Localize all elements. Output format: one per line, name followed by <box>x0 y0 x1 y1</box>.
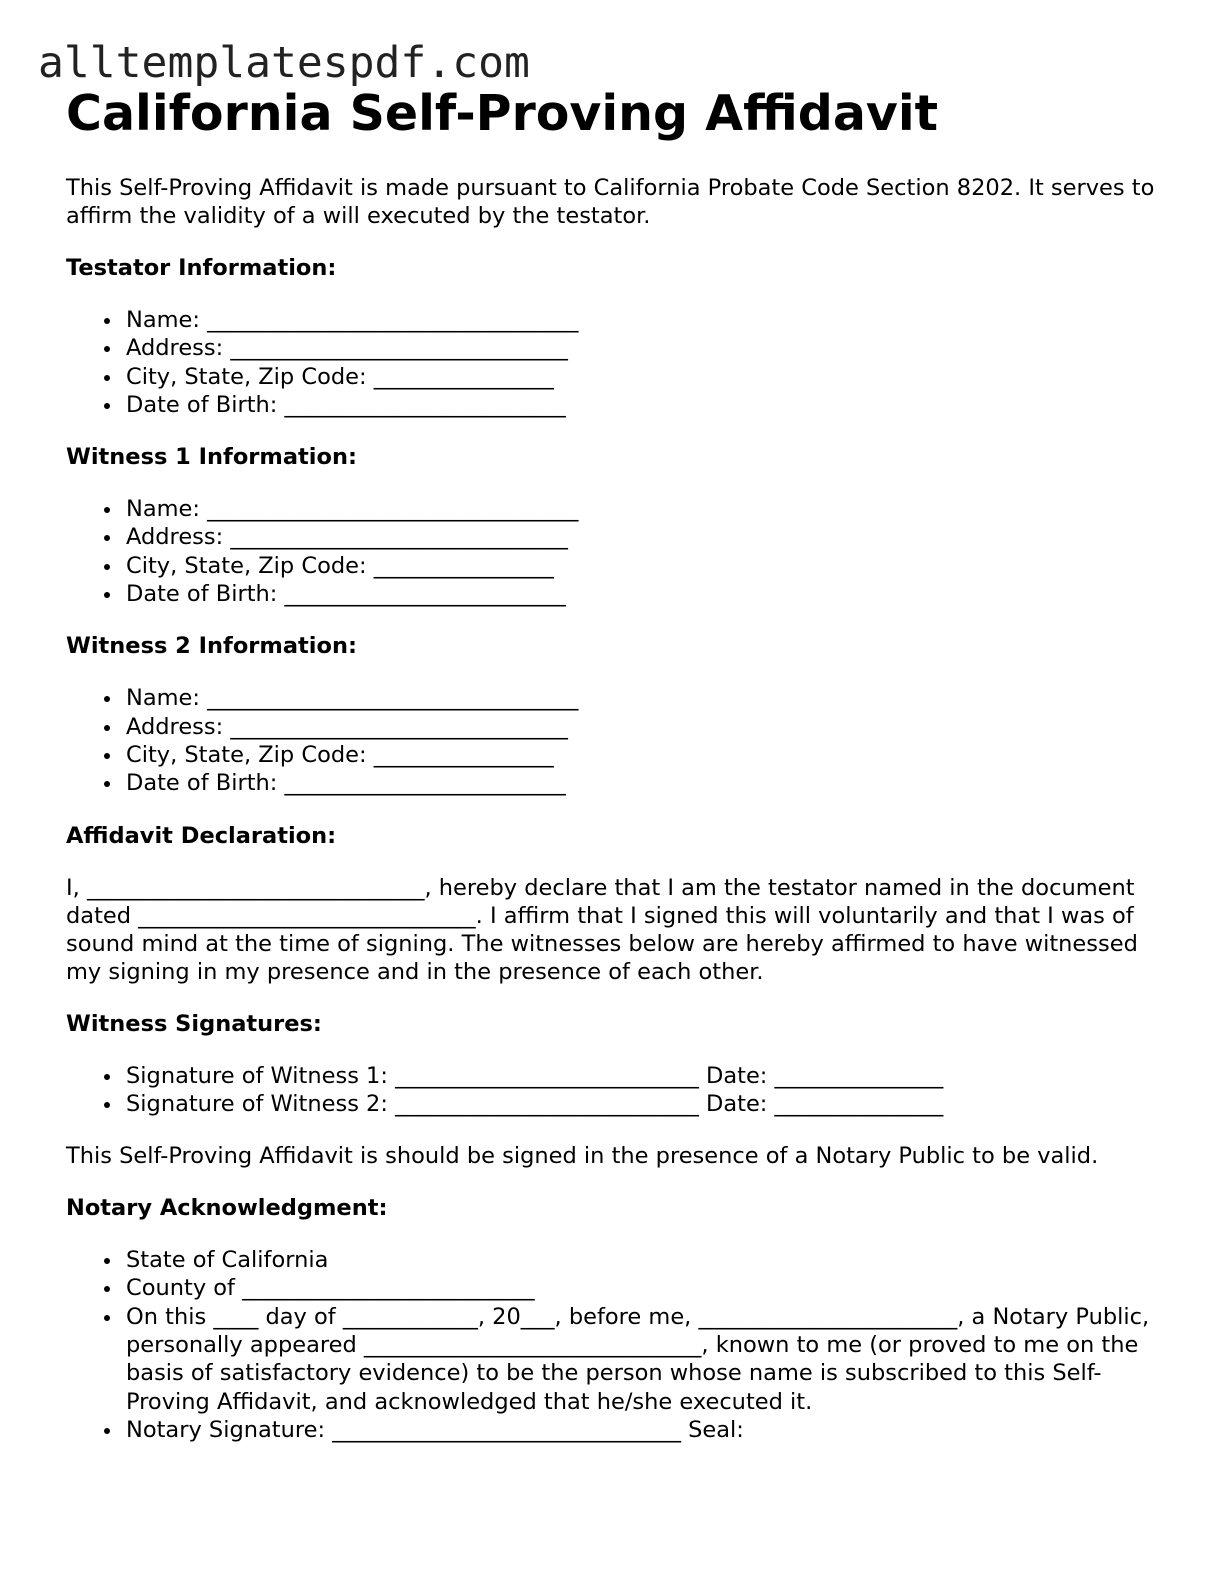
testator-dob-field[interactable]: Date of Birth: _________________________ <box>126 391 1166 419</box>
notary-acknowledgment-text[interactable]: On this ____ day of ____________, 20___, before me, _______________________, a Notary Public, personally appeared ______________________________, known to me (or proved to me on the basis of satisfactory evidence) to be the person whose name is subscribed to this Self-Proving Affidavit, and acknowledged that he/she executed it. <box>126 1303 1166 1416</box>
witness1-signature-line[interactable]: Signature of Witness 1: ___________________________ Date: _______________ <box>126 1062 1166 1090</box>
declaration-heading: Affidavit Declaration: <box>66 822 337 849</box>
witness2-signature-line[interactable]: Signature of Witness 2: ___________________________ Date: _______________ <box>126 1090 1166 1118</box>
testator-address-field[interactable]: Address: ______________________________ <box>126 334 1166 362</box>
notary-state: State of California <box>126 1246 1166 1274</box>
notary-heading: Notary Acknowledgment: <box>66 1195 388 1222</box>
notary-signature-line[interactable]: Notary Signature: _______________________________ Seal: <box>126 1416 1166 1444</box>
document-title: California Self-Proving Affidavit <box>66 85 939 142</box>
site-watermark: alltemplatespdf.com <box>38 38 530 88</box>
witness2-dob-field[interactable]: Date of Birth: _________________________ <box>126 769 1166 797</box>
witness1-city-state-zip-field[interactable]: City, State, Zip Code: ________________ <box>126 552 1166 580</box>
witness2-city-state-zip-field[interactable]: City, State, Zip Code: ________________ <box>126 741 1166 769</box>
witness2-name-field[interactable]: Name: _________________________________ <box>126 684 1166 712</box>
testator-heading: Testator Information: <box>66 255 337 281</box>
notary-county-field[interactable]: County of __________________________ <box>126 1274 1166 1302</box>
document-body <box>66 86 1166 1444</box>
witness-signature-lines <box>66 1062 1166 1119</box>
witness-signatures-heading: Witness Signatures: <box>66 1010 322 1037</box>
witness1-dob-field[interactable]: Date of Birth: _________________________ <box>126 580 1166 608</box>
declaration-text[interactable]: I, ______________________________, hereby declare that I am the testator named in the document dated ______________________________. I affirm that I signed this will voluntarily and that I was of sound mind at the time of signing. The witnesses below are hereby affirmed to have witnessed my signing in my presence and in the presence of each other. <box>66 874 1138 985</box>
witness1-fields <box>66 495 1166 608</box>
notary-items <box>66 1246 1166 1444</box>
witness2-address-field[interactable]: Address: ______________________________ <box>126 713 1166 741</box>
testator-name-field[interactable]: Name: _________________________________ <box>126 306 1166 334</box>
witness2-fields <box>66 684 1166 797</box>
intro-paragraph: This Self-Proving Affidavit is made pursuant to California Probate Code Section 8202. It serves to affirm the validity of a will executed by the testator. <box>66 175 1155 229</box>
testator-city-state-zip-field[interactable]: City, State, Zip Code: ________________ <box>126 363 1166 391</box>
witness2-heading: Witness 2 Information: <box>66 633 357 660</box>
testator-fields <box>66 306 1166 419</box>
witness1-name-field[interactable]: Name: _________________________________ <box>126 495 1166 523</box>
witness1-address-field[interactable]: Address: ______________________________ <box>126 523 1166 551</box>
notary-note: This Self-Proving Affidavit is should be signed in the presence of a Notary Public to be valid. <box>66 1143 1099 1170</box>
witness1-heading: Witness 1 Information: <box>66 444 357 471</box>
